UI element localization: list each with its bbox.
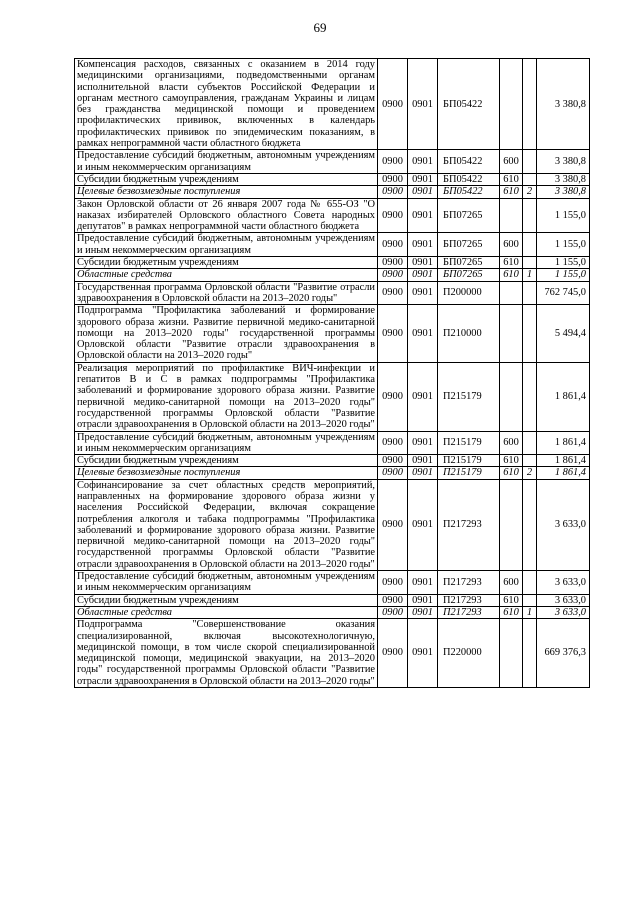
- expense-type-code-cell: 610: [500, 594, 523, 606]
- target-article-code-cell: БП07265: [438, 257, 500, 269]
- ministry-code-cell: 0900: [378, 362, 408, 431]
- amount-cell: 5 494,4: [537, 305, 590, 362]
- funding-source-cell: [523, 281, 537, 305]
- expense-type-code-cell: 610: [500, 173, 523, 185]
- table-row: [75, 186, 590, 198]
- target-article-code-cell: П200000: [438, 281, 500, 305]
- funding-source-cell: [523, 233, 537, 257]
- ministry-code-cell: 0900: [378, 59, 408, 150]
- expense-type-code-cell: 600: [500, 233, 523, 257]
- amount-cell: 762 745,0: [537, 281, 590, 305]
- funding-source-cell: [523, 594, 537, 606]
- section-code-cell: 0901: [408, 186, 438, 198]
- table-row: [75, 571, 590, 595]
- row-name-cell: Областные средства: [75, 269, 378, 281]
- funding-source-cell: 1: [523, 606, 537, 618]
- row-name-cell: Предоставление субсидий бюджетным, автономным учреждениям и иным некоммерческим организациям: [75, 233, 378, 257]
- table-row: [75, 594, 590, 606]
- row-name-cell: Субсидии бюджетным учреждениям: [75, 257, 378, 269]
- section-code-cell: 0901: [408, 150, 438, 174]
- ministry-code-cell: 0900: [378, 467, 408, 479]
- table-row: [75, 269, 590, 281]
- section-code-cell: 0901: [408, 257, 438, 269]
- funding-source-cell: [523, 150, 537, 174]
- row-name-cell: Субсидии бюджетным учреждениям: [75, 173, 378, 185]
- amount-cell: 1 155,0: [537, 233, 590, 257]
- row-name-cell: Софинансирование за счет областных средств мероприятий, направленных на формирование здорового образа жизни у населения Российской Федерации, включая сокращение потребления алкоголя и табака подпрограммы "Профилактика заболеваний и формирование здорового образа жизни. Развитие первичной медико-санитарной помощи на 2013–2020 годы" государственной программы Орловской области "Развитие отрасли здравоохранения в Орловской области на 2013–2020 годы": [75, 479, 378, 570]
- section-code-cell: 0901: [408, 431, 438, 455]
- funding-source-cell: [523, 479, 537, 570]
- table-row: [75, 479, 590, 570]
- funding-source-cell: [523, 257, 537, 269]
- row-name-cell: Предоставление субсидий бюджетным, автономным учреждениям и иным некоммерческим организациям: [75, 431, 378, 455]
- target-article-code-cell: П217293: [438, 479, 500, 570]
- amount-cell: 3 633,0: [537, 594, 590, 606]
- funding-source-cell: [523, 431, 537, 455]
- target-article-code-cell: БП07265: [438, 198, 500, 233]
- amount-cell: 669 376,3: [537, 619, 590, 688]
- target-article-code-cell: БП05422: [438, 59, 500, 150]
- table-row: [75, 362, 590, 431]
- ministry-code-cell: 0900: [378, 198, 408, 233]
- ministry-code-cell: 0900: [378, 281, 408, 305]
- ministry-code-cell: 0900: [378, 257, 408, 269]
- table-row: [75, 467, 590, 479]
- section-code-cell: 0901: [408, 269, 438, 281]
- ministry-code-cell: 0900: [378, 305, 408, 362]
- section-code-cell: 0901: [408, 305, 438, 362]
- target-article-code-cell: П220000: [438, 619, 500, 688]
- target-article-code-cell: БП07265: [438, 233, 500, 257]
- table-row: [75, 233, 590, 257]
- row-name-cell: Целевые безвозмездные поступления: [75, 186, 378, 198]
- table-row: [75, 619, 590, 688]
- row-name-cell: Подпрограмма "Профилактика заболеваний и формирование здорового образа жизни. Развитие первичной медико-санитарной помощи на 2013–2020 годы" государственной программы Орловской области "Развитие отрасли здравоохранения в Орловской области на 2013–2020 годы": [75, 305, 378, 362]
- amount-cell: 3 380,8: [537, 150, 590, 174]
- section-code-cell: 0901: [408, 619, 438, 688]
- section-code-cell: 0901: [408, 455, 438, 467]
- amount-cell: 3 380,8: [537, 173, 590, 185]
- target-article-code-cell: П215179: [438, 431, 500, 455]
- ministry-code-cell: 0900: [378, 479, 408, 570]
- row-name-cell: Подпрограмма "Совершенствование оказания специализированной, включая высокотехнологичную, медицинской помощи, в том числе скорой специализированной медицинской помощи, медицинской эвакуации, на 2013–2020 годы" государственной программы Орловской области "Развитие отрасли здравоохранения в Орловской области на 2013–2020 годы": [75, 619, 378, 688]
- table-row: [75, 59, 590, 150]
- expense-type-code-cell: 610: [500, 257, 523, 269]
- expense-type-code-cell: 610: [500, 606, 523, 618]
- row-name-cell: Государственная программа Орловской области "Развитие отрасли здравоохранения в Орловской области на 2013–2020 годы": [75, 281, 378, 305]
- section-code-cell: 0901: [408, 59, 438, 150]
- expense-type-code-cell: 610: [500, 455, 523, 467]
- expense-type-code-cell: [500, 281, 523, 305]
- amount-cell: 3 633,0: [537, 606, 590, 618]
- amount-cell: 3 633,0: [537, 571, 590, 595]
- amount-cell: 1 155,0: [537, 257, 590, 269]
- target-article-code-cell: П217293: [438, 571, 500, 595]
- funding-source-cell: [523, 305, 537, 362]
- funding-source-cell: [523, 362, 537, 431]
- row-name-cell: Компенсация расходов, связанных с оказанием в 2014 году медицинскими организациями, подведомственными органам исполнительной власти субъектов Российской Федерации и органам местного самоуправления, гражданам Украины и лицам без гражданства медицинской помощи и проведением профилактических прививок, включенных в календарь профилактических прививок по эпидемическим показаниям, в рамках непрограммной части областного бюджета: [75, 59, 378, 150]
- table-row: [75, 173, 590, 185]
- table-row: [75, 150, 590, 174]
- amount-cell: 3 380,8: [537, 186, 590, 198]
- table-row: [75, 455, 590, 467]
- target-article-code-cell: БП05422: [438, 186, 500, 198]
- expense-type-code-cell: [500, 619, 523, 688]
- amount-cell: 1 155,0: [537, 198, 590, 233]
- target-article-code-cell: БП05422: [438, 173, 500, 185]
- expense-type-code-cell: 600: [500, 571, 523, 595]
- amount-cell: 3 633,0: [537, 479, 590, 570]
- table-row: [75, 281, 590, 305]
- ministry-code-cell: 0900: [378, 186, 408, 198]
- target-article-code-cell: П215179: [438, 455, 500, 467]
- expense-type-code-cell: 600: [500, 150, 523, 174]
- ministry-code-cell: 0900: [378, 173, 408, 185]
- table-row: [75, 431, 590, 455]
- funding-source-cell: [523, 173, 537, 185]
- section-code-cell: 0901: [408, 362, 438, 431]
- target-article-code-cell: П217293: [438, 606, 500, 618]
- table-row: [75, 305, 590, 362]
- section-code-cell: 0901: [408, 606, 438, 618]
- ministry-code-cell: 0900: [378, 606, 408, 618]
- table-row: [75, 606, 590, 618]
- ministry-code-cell: 0900: [378, 455, 408, 467]
- budget-table-body: [75, 59, 590, 688]
- row-name-cell: Субсидии бюджетным учреждениям: [75, 455, 378, 467]
- section-code-cell: 0901: [408, 467, 438, 479]
- target-article-code-cell: П215179: [438, 362, 500, 431]
- row-name-cell: Закон Орловской области от 26 января 2007 года № 655-ОЗ "О наказах избирателей Орловского областного Совета народных депутатов" в рамках непрограммной части областного бюджета: [75, 198, 378, 233]
- ministry-code-cell: 0900: [378, 594, 408, 606]
- table-row: [75, 257, 590, 269]
- expense-type-code-cell: 610: [500, 269, 523, 281]
- row-name-cell: Реализация мероприятий по профилактике ВИЧ-инфекции и гепатитов В и С в рамках подпрограммы "Профилактика заболеваний и формирование здорового образа жизни. Развитие первичной медико-санитарной помощи на 2013–2020 годы" государственной программы Орловской области "Развитие отрасли здравоохранения в Орловской области на 2013–2020 годы": [75, 362, 378, 431]
- section-code-cell: 0901: [408, 571, 438, 595]
- funding-source-cell: 1: [523, 269, 537, 281]
- target-article-code-cell: П217293: [438, 594, 500, 606]
- funding-source-cell: [523, 455, 537, 467]
- expense-type-code-cell: 600: [500, 431, 523, 455]
- funding-source-cell: [523, 198, 537, 233]
- funding-source-cell: [523, 571, 537, 595]
- funding-source-cell: [523, 59, 537, 150]
- target-article-code-cell: П215179: [438, 467, 500, 479]
- ministry-code-cell: 0900: [378, 269, 408, 281]
- ministry-code-cell: 0900: [378, 431, 408, 455]
- funding-source-cell: 2: [523, 467, 537, 479]
- amount-cell: 3 380,8: [537, 59, 590, 150]
- page-number: 69: [313, 20, 327, 35]
- amount-cell: 1 861,4: [537, 362, 590, 431]
- row-name-cell: Предоставление субсидий бюджетным, автономным учреждениям и иным некоммерческим организациям: [75, 150, 378, 174]
- ministry-code-cell: 0900: [378, 619, 408, 688]
- expense-type-code-cell: [500, 362, 523, 431]
- budget-table: [74, 58, 590, 688]
- expense-type-code-cell: 610: [500, 186, 523, 198]
- section-code-cell: 0901: [408, 594, 438, 606]
- amount-cell: 1 861,4: [537, 431, 590, 455]
- section-code-cell: 0901: [408, 198, 438, 233]
- row-name-cell: Областные средства: [75, 606, 378, 618]
- row-name-cell: Субсидии бюджетным учреждениям: [75, 594, 378, 606]
- section-code-cell: 0901: [408, 479, 438, 570]
- target-article-code-cell: П210000: [438, 305, 500, 362]
- amount-cell: 1 155,0: [537, 269, 590, 281]
- row-name-cell: Целевые безвозмездные поступления: [75, 467, 378, 479]
- target-article-code-cell: БП07265: [438, 269, 500, 281]
- expense-type-code-cell: 610: [500, 467, 523, 479]
- expense-type-code-cell: [500, 479, 523, 570]
- ministry-code-cell: 0900: [378, 233, 408, 257]
- section-code-cell: 0901: [408, 173, 438, 185]
- ministry-code-cell: 0900: [378, 150, 408, 174]
- row-name-cell: Предоставление субсидий бюджетным, автономным учреждениям и иным некоммерческим организациям: [75, 571, 378, 595]
- expense-type-code-cell: [500, 59, 523, 150]
- expense-type-code-cell: [500, 198, 523, 233]
- amount-cell: 1 861,4: [537, 467, 590, 479]
- section-code-cell: 0901: [408, 281, 438, 305]
- target-article-code-cell: БП05422: [438, 150, 500, 174]
- funding-source-cell: [523, 619, 537, 688]
- amount-cell: 1 861,4: [537, 455, 590, 467]
- funding-source-cell: 2: [523, 186, 537, 198]
- section-code-cell: 0901: [408, 233, 438, 257]
- ministry-code-cell: 0900: [378, 571, 408, 595]
- expense-type-code-cell: [500, 305, 523, 362]
- table-row: [75, 198, 590, 233]
